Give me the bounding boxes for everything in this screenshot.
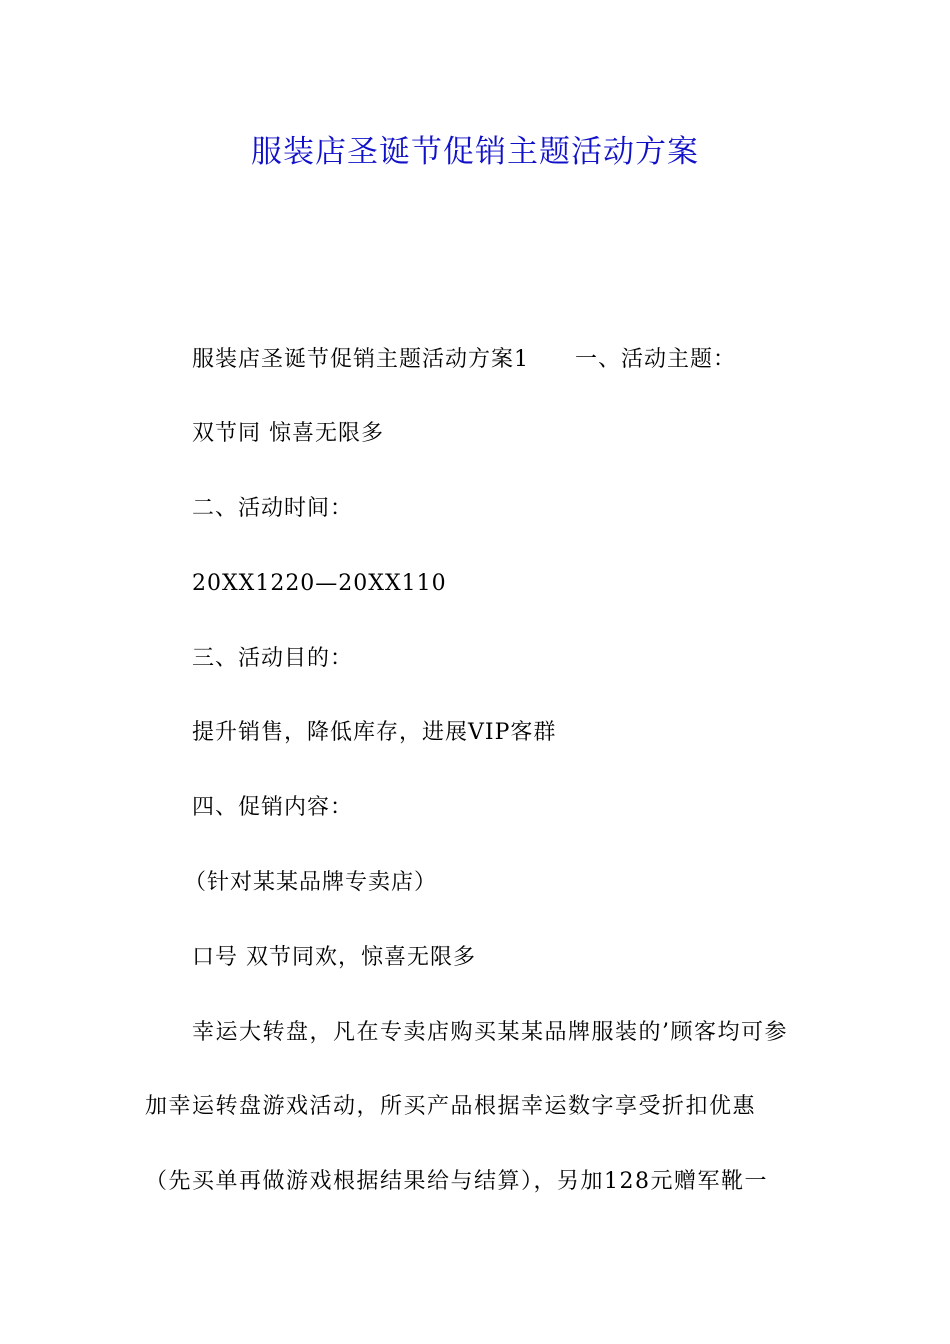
paragraph: 双节同 惊喜无限多 bbox=[192, 421, 384, 446]
plan-heading: 服装店圣诞节促销主题活动方案1 bbox=[192, 347, 529, 372]
paragraph: （针对某某品牌专卖店） bbox=[184, 870, 438, 895]
body-line: 幸运大转盘，凡在专卖店购买某某品牌服装的’顾客均可参 bbox=[192, 1020, 788, 1045]
body-line: （先买单再做游戏根据结果给与结算），另加128元赠军靴一 bbox=[145, 1169, 768, 1194]
section-heading-goal: 三、活动目的： bbox=[192, 646, 354, 671]
body-line: 加幸运转盘游戏活动，所买产品根据幸运数字享受折扣优惠 bbox=[145, 1094, 757, 1119]
section-heading-theme: 一、活动主题： bbox=[575, 347, 737, 372]
paragraph: 20XX1220—20XX110 bbox=[192, 571, 447, 596]
section-heading-content: 四、促销内容： bbox=[192, 795, 354, 820]
section-heading-time: 二、活动时间： bbox=[192, 496, 354, 521]
paragraph: 提升销售，降低库存，进展VIP客群 bbox=[192, 720, 557, 745]
paragraph: 口号 双节同欢，惊喜无限多 bbox=[192, 945, 476, 970]
first-line bbox=[192, 345, 736, 375]
document-title: 服装店圣诞节促销主题活动方案 bbox=[251, 134, 699, 170]
